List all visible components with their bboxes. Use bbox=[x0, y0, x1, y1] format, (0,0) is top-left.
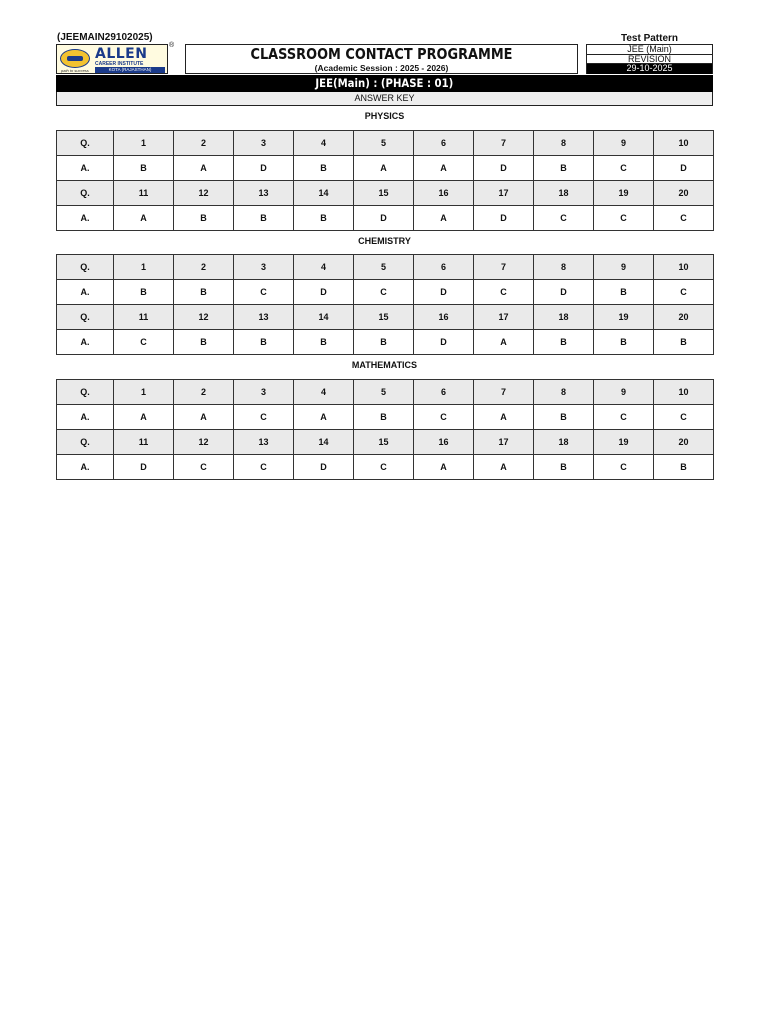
answer-cell: D bbox=[534, 280, 594, 305]
question-number: 8 bbox=[534, 131, 594, 156]
question-number: 8 bbox=[534, 255, 594, 280]
answer-cell: C bbox=[234, 455, 294, 480]
question-number: 12 bbox=[174, 430, 234, 455]
question-number: 7 bbox=[474, 131, 534, 156]
answer-cell: A bbox=[474, 455, 534, 480]
answer-cell: C bbox=[114, 330, 174, 355]
question-number: 4 bbox=[294, 131, 354, 156]
registered-mark: ® bbox=[169, 42, 175, 49]
answer-cell: D bbox=[474, 156, 534, 181]
logo-institute: CAREER INSTITUTE bbox=[95, 61, 144, 67]
answer-row bbox=[57, 280, 714, 305]
answer-row bbox=[57, 330, 714, 355]
question-row bbox=[57, 430, 714, 455]
section-title-mathematics: MATHEMATICS bbox=[351, 360, 418, 370]
row-label: A. bbox=[57, 206, 114, 231]
row-label: Q. bbox=[57, 131, 114, 156]
answer-cell: C bbox=[654, 405, 714, 430]
question-number: 10 bbox=[654, 131, 714, 156]
answer-cell: A bbox=[294, 405, 354, 430]
answer-cell: B bbox=[114, 156, 174, 181]
question-number: 6 bbox=[414, 380, 474, 405]
answer-cell: A bbox=[474, 405, 534, 430]
question-number: 1 bbox=[114, 131, 174, 156]
question-number: 20 bbox=[654, 181, 714, 206]
test-pattern-exam: JEE (Main) bbox=[587, 45, 712, 55]
question-number: 11 bbox=[114, 305, 174, 330]
answer-cell: C bbox=[234, 405, 294, 430]
answer-cell: D bbox=[294, 280, 354, 305]
question-number: 15 bbox=[354, 430, 414, 455]
answer-cell: B bbox=[234, 330, 294, 355]
question-number: 7 bbox=[474, 255, 534, 280]
answer-cell: A bbox=[174, 405, 234, 430]
answer-cell: D bbox=[294, 455, 354, 480]
answer-cell: D bbox=[654, 156, 714, 181]
answer-cell: C bbox=[594, 455, 654, 480]
answer-cell: B bbox=[594, 280, 654, 305]
question-number: 2 bbox=[174, 255, 234, 280]
answer-cell: B bbox=[354, 405, 414, 430]
answer-row bbox=[57, 405, 714, 430]
logo-location: KOTA (RAJASTHAN) bbox=[95, 67, 165, 73]
answer-cell: C bbox=[174, 455, 234, 480]
logo-brand: ALLEN bbox=[95, 46, 148, 62]
question-number: 4 bbox=[294, 255, 354, 280]
question-number: 6 bbox=[414, 131, 474, 156]
answer-cell: B bbox=[114, 280, 174, 305]
phase-bar bbox=[56, 75, 713, 92]
answer-cell: C bbox=[354, 455, 414, 480]
answer-cell: B bbox=[174, 330, 234, 355]
answer-cell: B bbox=[294, 206, 354, 231]
answer-cell: A bbox=[354, 156, 414, 181]
answer-table-chemistry bbox=[56, 254, 714, 355]
logo-tagline: path to success bbox=[61, 68, 89, 73]
question-number: 2 bbox=[174, 380, 234, 405]
answer-cell: A bbox=[414, 156, 474, 181]
answer-cell: C bbox=[474, 280, 534, 305]
answer-cell: A bbox=[114, 405, 174, 430]
answer-cell: B bbox=[174, 206, 234, 231]
row-label: A. bbox=[57, 455, 114, 480]
answer-cell: A bbox=[174, 156, 234, 181]
question-row bbox=[57, 255, 714, 280]
answer-key-heading: ANSWER KEY bbox=[56, 92, 713, 106]
answer-cell: B bbox=[534, 455, 594, 480]
question-number: 13 bbox=[234, 430, 294, 455]
question-number: 14 bbox=[294, 305, 354, 330]
question-number: 20 bbox=[654, 305, 714, 330]
answer-cell: B bbox=[354, 330, 414, 355]
answer-cell: B bbox=[594, 330, 654, 355]
question-row bbox=[57, 305, 714, 330]
question-number: 6 bbox=[414, 255, 474, 280]
question-number: 5 bbox=[354, 255, 414, 280]
answer-cell: B bbox=[654, 455, 714, 480]
question-number: 18 bbox=[534, 430, 594, 455]
document-code: (JEEMAIN29102025) bbox=[57, 32, 153, 43]
question-number: 16 bbox=[414, 305, 474, 330]
question-number: 15 bbox=[354, 181, 414, 206]
question-number: 14 bbox=[294, 181, 354, 206]
allen-logo bbox=[56, 44, 168, 74]
answer-cell: C bbox=[414, 405, 474, 430]
question-number: 20 bbox=[654, 430, 714, 455]
answer-cell: A bbox=[474, 330, 534, 355]
question-number: 11 bbox=[114, 430, 174, 455]
answer-cell: B bbox=[534, 156, 594, 181]
question-number: 5 bbox=[354, 131, 414, 156]
row-label: Q. bbox=[57, 181, 114, 206]
section-title-chemistry: CHEMISTRY bbox=[358, 236, 411, 246]
question-number: 13 bbox=[234, 305, 294, 330]
answer-cell: B bbox=[234, 206, 294, 231]
question-number: 1 bbox=[114, 380, 174, 405]
answer-cell: B bbox=[534, 330, 594, 355]
test-pattern-box bbox=[586, 44, 713, 74]
answer-cell: C bbox=[234, 280, 294, 305]
answer-cell: B bbox=[294, 330, 354, 355]
answer-cell: C bbox=[534, 206, 594, 231]
question-number: 7 bbox=[474, 380, 534, 405]
question-number: 2 bbox=[174, 131, 234, 156]
question-number: 19 bbox=[594, 305, 654, 330]
question-number: 9 bbox=[594, 380, 654, 405]
phase-title: JEE(Main) : (PHASE : 01) bbox=[315, 76, 454, 90]
row-label: Q. bbox=[57, 380, 114, 405]
answer-cell: A bbox=[414, 206, 474, 231]
answer-cell: B bbox=[654, 330, 714, 355]
page-title: CLASSROOM CONTACT PROGRAMME bbox=[250, 45, 513, 63]
answer-cell: A bbox=[414, 455, 474, 480]
question-number: 19 bbox=[594, 430, 654, 455]
row-label: A. bbox=[57, 405, 114, 430]
question-row bbox=[57, 131, 714, 156]
question-number: 16 bbox=[414, 430, 474, 455]
answer-cell: C bbox=[654, 280, 714, 305]
answer-row bbox=[57, 206, 714, 231]
question-number: 18 bbox=[534, 181, 594, 206]
question-row bbox=[57, 380, 714, 405]
answer-cell: D bbox=[414, 330, 474, 355]
answer-cell: A bbox=[114, 206, 174, 231]
question-number: 1 bbox=[114, 255, 174, 280]
answer-cell: D bbox=[234, 156, 294, 181]
row-label: A. bbox=[57, 280, 114, 305]
answer-cell: C bbox=[594, 405, 654, 430]
question-number: 15 bbox=[354, 305, 414, 330]
row-label: A. bbox=[57, 156, 114, 181]
answer-cell: D bbox=[474, 206, 534, 231]
question-number: 5 bbox=[354, 380, 414, 405]
answer-cell: C bbox=[594, 156, 654, 181]
row-label: Q. bbox=[57, 430, 114, 455]
question-number: 16 bbox=[414, 181, 474, 206]
title-box bbox=[185, 44, 578, 74]
answer-cell: B bbox=[174, 280, 234, 305]
question-number: 11 bbox=[114, 181, 174, 206]
question-row bbox=[57, 181, 714, 206]
logo-emblem-icon bbox=[60, 49, 90, 68]
answer-row bbox=[57, 156, 714, 181]
question-number: 9 bbox=[594, 255, 654, 280]
row-label: A. bbox=[57, 330, 114, 355]
answer-cell: C bbox=[654, 206, 714, 231]
question-number: 3 bbox=[234, 131, 294, 156]
question-number: 4 bbox=[294, 380, 354, 405]
question-number: 3 bbox=[234, 255, 294, 280]
question-number: 10 bbox=[654, 380, 714, 405]
answer-cell: D bbox=[414, 280, 474, 305]
answer-table-mathematics bbox=[56, 379, 714, 480]
question-number: 9 bbox=[594, 131, 654, 156]
answer-table-physics bbox=[56, 130, 714, 231]
section-title-physics: PHYSICS bbox=[364, 111, 405, 121]
answer-cell: C bbox=[594, 206, 654, 231]
test-pattern-type: REVISION bbox=[587, 55, 712, 65]
answer-row bbox=[57, 455, 714, 480]
row-label: Q. bbox=[57, 305, 114, 330]
answer-cell: B bbox=[534, 405, 594, 430]
question-number: 12 bbox=[174, 181, 234, 206]
row-label: Q. bbox=[57, 255, 114, 280]
question-number: 19 bbox=[594, 181, 654, 206]
question-number: 8 bbox=[534, 380, 594, 405]
academic-session: (Academic Session : 2025 - 2026) bbox=[314, 63, 449, 73]
question-number: 3 bbox=[234, 380, 294, 405]
test-date: 29-10-2025 bbox=[587, 64, 712, 74]
answer-cell: B bbox=[294, 156, 354, 181]
question-number: 14 bbox=[294, 430, 354, 455]
answer-cell: C bbox=[354, 280, 414, 305]
question-number: 17 bbox=[474, 430, 534, 455]
test-pattern-label: Test Pattern bbox=[620, 33, 679, 44]
answer-cell: D bbox=[354, 206, 414, 231]
question-number: 13 bbox=[234, 181, 294, 206]
question-number: 17 bbox=[474, 181, 534, 206]
question-number: 10 bbox=[654, 255, 714, 280]
answer-cell: D bbox=[114, 455, 174, 480]
question-number: 12 bbox=[174, 305, 234, 330]
question-number: 17 bbox=[474, 305, 534, 330]
question-number: 18 bbox=[534, 305, 594, 330]
